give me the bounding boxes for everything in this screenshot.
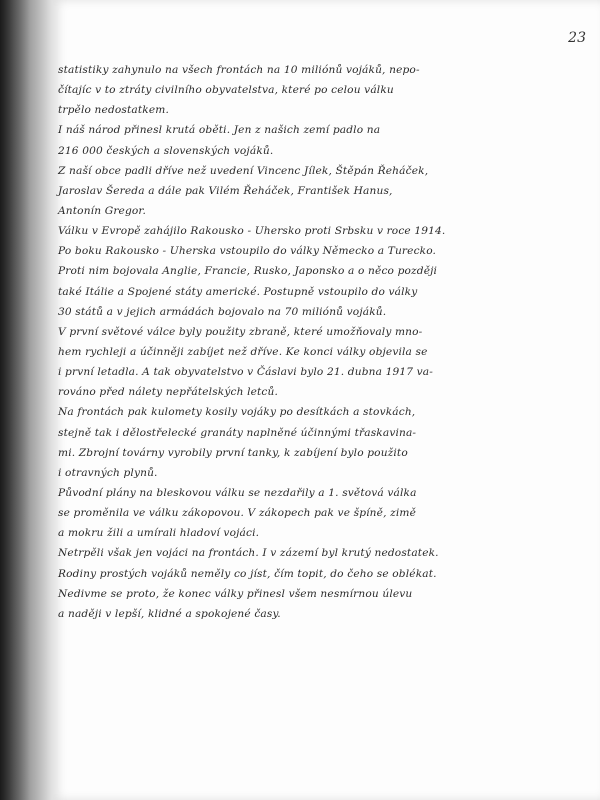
text-line: trpělo nedostatkem. xyxy=(58,104,169,117)
page-number: 23 xyxy=(568,30,586,46)
text-line: Jaroslav Šereda a dále pak Vilém Řeháček, František Hanus, xyxy=(58,184,393,197)
text-line: V první světové válce byly použity zbraně, které umožňovaly mno- xyxy=(58,325,423,338)
binding-shadow xyxy=(0,0,52,800)
text-line: rováno před nálety nepřátelských letců. xyxy=(58,386,279,399)
text-line: 216 000 českých a slovenských vojáků. xyxy=(58,144,274,157)
text-line: statistiky zahynulo na všech frontách na 10 miliónů vojáků, nepo- xyxy=(58,64,420,76)
text-line: také Itálie a Spojené státy americké. Postupně vstoupilo do války xyxy=(58,285,418,298)
text-line: mi. Zbrojní továrny vyrobily první tanky, k zabíjení bylo použito xyxy=(58,446,408,459)
text-line: se proměnila ve válku zákopovou. V zákopech pak ve špíně, zimě xyxy=(58,507,416,520)
text-line: Netrpěli však jen vojáci na frontách. I v zázemí byl krutý nedostatek. xyxy=(58,547,439,560)
text-line: I náš národ přinesl krutá oběti. Jen z našich zemí padlo na xyxy=(58,124,381,137)
text-line: Rodiny prostých vojáků neměly co jíst, čím topit, do čeho se oblékat. xyxy=(58,567,437,580)
text-line: stejně tak i dělostřelecké granáty naplněné účinnými třaskavina- xyxy=(58,426,417,439)
text-line: Proti nim bojovala Anglie, Francie, Rusko, Japonsko a o něco později xyxy=(58,265,438,278)
text-line: 30 států a v jejich armádách bojovalo na 70 miliónů vojáků. xyxy=(58,305,387,318)
text-line: Po boku Rakousko - Uherska vstoupilo do války Německo a Turecko. xyxy=(58,245,437,258)
text-line: a mokru žili a umírali hladoví vojáci. xyxy=(58,527,260,540)
text-line: Válku v Evropě zahájilo Rakousko - Uhersko proti Srbsku v roce 1914. xyxy=(58,225,446,238)
text-line: a naději v lepší, klidné a spokojené časy. xyxy=(58,607,281,620)
text-line: Antonín Gregor. xyxy=(58,204,146,217)
text-line: i první letadla. A tak obyvatelstvo v Čáslavi bylo 21. dubna 1917 va- xyxy=(58,366,433,379)
text-line: Původní plány na bleskovou válku se nezdařily a 1. světová válka xyxy=(58,486,417,499)
text-line: hem rychleji a účinněji zabíjet než dříve. Ke konci války objevila se xyxy=(58,345,428,358)
text-line: i otravných plynů. xyxy=(58,466,158,479)
handwritten-text-block xyxy=(58,60,558,624)
text-line: Z naší obce padli dříve než uvedení Vincenc Jílek, Štěpán Řeháček, xyxy=(58,164,429,177)
text-line: Nedivme se proto, že konec války přinesl všem nesmírnou úlevu xyxy=(58,587,413,600)
text-line: Na frontách pak kulomety kosily vojáky po desítkách a stovkách, xyxy=(58,406,416,419)
text-line: čítajíc v to ztráty civilního obyvatelstva, které po celou válku xyxy=(58,84,394,97)
